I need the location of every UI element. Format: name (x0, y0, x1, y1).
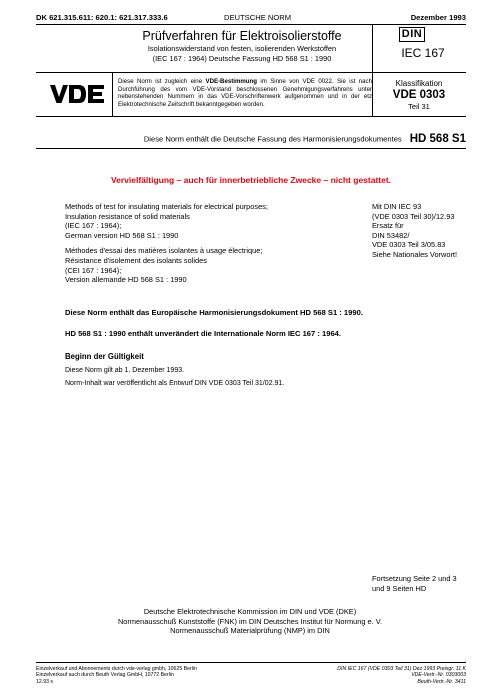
footer-sales-info (36, 666, 276, 685)
reference-line: VDE 0303 Teil 3/05.83 (372, 240, 446, 250)
vde-rule (36, 116, 466, 117)
footer-left-line: Einzelverkauf und Abonnements durch vde-verlag gmbh, 10625 Berlin (36, 666, 197, 672)
footer-right-line: VDE-Vertr.-Nr. 0303003 (411, 672, 466, 679)
vde-notice-bold: VDE-Bestimmung (205, 78, 257, 85)
footer-document-info (270, 666, 466, 685)
reference-line: Mit DIN IEC 93 (372, 202, 422, 211)
reference-line: Siehe Nationales Vorwort! (372, 249, 458, 259)
english-title-line: Insulation resistance of solid materials (65, 211, 190, 221)
document-subtitle-version: (IEC 167 : 1964) Deutsche Fassung HD 568 S1 : 1990 (152, 54, 332, 63)
din-standard-number: IEC 167 (401, 46, 445, 60)
english-title (65, 202, 315, 240)
title-block (112, 29, 372, 64)
klassifikation-block (372, 79, 466, 111)
harmonization-text: Diese Norm enthält die Deutsche Fassung des Harmonisierungsdokumentes (143, 134, 402, 144)
klassifikation-label: Klassifikation (395, 79, 443, 88)
foreign-titles (65, 202, 315, 291)
committee-line: Deutsche Elektrotechnische Kommission im DIN und VDE (DKE) (143, 607, 357, 616)
continuation-note (372, 574, 472, 593)
harmonization-line (36, 130, 466, 148)
title-rule (36, 72, 466, 73)
committee-line: Normenausschuß Materialprüfung (NMP) im DIN (170, 626, 330, 636)
document-subtitle: Isolationswiderstand von festen, isolierenden Werkstoffen (147, 44, 337, 53)
vde-notice-pre: Diese Norm ist zugleich eine (118, 78, 206, 85)
english-title-line: (IEC 167 : 1964); (65, 221, 122, 231)
continuation-line: und 9 Seiten HD (372, 583, 427, 593)
validity-date: Diese Norm gilt ab 1. Dezember 1993. (65, 367, 185, 374)
reference-line: (VDE 0303 Teil 30)/12.93 (372, 211, 455, 221)
classification-codes: DK 621.315.611: 620.1: 621.317.333.6 (36, 13, 168, 22)
harmonization-rule (36, 148, 466, 149)
footer-right-line: Beuth-Vertr.-Nr. 3411 (417, 678, 466, 685)
reference-line: DIN 53482/ (372, 230, 410, 240)
norm-type-label: DEUTSCHE NORM (224, 13, 292, 22)
vde-logo (50, 85, 104, 103)
vde-notice (118, 78, 372, 108)
continuation-line: Fortsetzung Seite 2 und 3 (372, 574, 457, 583)
document-title: Prüfverfahren für Elektroisolierstoffe (142, 29, 342, 43)
vde-divider-left (112, 72, 113, 116)
reference-line: Ersatz für (372, 221, 404, 231)
french-title-line: Résistance d'isolement des isolants solides (65, 255, 207, 265)
harmonization-document: HD 568 S1 (409, 132, 466, 145)
draft-reference: Norm-Inhalt war veröffentlicht als Entwurf DIN VDE 0303 Teil 31/02.91. (65, 380, 285, 387)
footer-rule (36, 662, 466, 663)
english-title-line: German version HD 568 S1 : 1990 (65, 230, 179, 240)
title-divider (372, 24, 373, 72)
validity-heading: Beginn der Gültigkeit (65, 352, 144, 361)
klassifikation-number: VDE 0303 (392, 89, 446, 101)
header-rule (36, 24, 466, 25)
din-logo: DIN (399, 27, 425, 42)
footer-left-line: 12.93 s (36, 678, 54, 685)
committee-block (100, 607, 400, 636)
french-title-line: (CEI 167 : 1964); (65, 265, 122, 275)
european-document-statement: Diese Norm enthält das Europäische Harmonisierungsdokument HD 568 S1 : 1990. (65, 308, 363, 317)
committee-line: Normenausschuß Kunststoffe (FNK) im DIN Deutsches Institut für Normung e. V. (117, 616, 383, 626)
vde-notice-post: im Sinne von VDE 0022. Sie ist nach Durchführung des vom VDE-Vorstand beschlossenen Genehmigungsverfahrens unter nebenstehenden Nummern in das VDE-Vorschriftenwerk aufgenommen und in der etz Elektrotechnische Zeitschrift bekanntgegeben worden. (118, 78, 372, 108)
footer-left-line: Einzelverkauf auch durch Beuth Verlag GmbH, 10772 Berlin (36, 672, 174, 679)
vde-logo-graphic (50, 85, 104, 103)
footer-right-line: DIN IEC 167 (VDE 0303 Teil 31) Dez 1993 Preisgr. 11 K (337, 666, 466, 672)
english-title-line: Methods of test for insulating materials for electrical purposes; (65, 202, 268, 211)
french-title-line: Version allemande HD 568 S1 : 1990 (65, 275, 187, 285)
reproduction-warning: Vervielfältigung – auch für innerbetriebliche Zwecke – nicht gestattet. (110, 175, 392, 185)
publication-date: Dezember 1993 (410, 13, 466, 22)
french-title (65, 246, 315, 284)
replacement-references (372, 202, 472, 260)
french-title-line: Méthodes d'essai des matières isolantes à usage électrique; (65, 246, 263, 256)
klassifikation-part: Teil 31 (408, 102, 430, 111)
international-standard-statement: HD 568 S1 : 1990 enthält unverändert die Internationale Norm IEC 167 : 1964. (65, 329, 342, 338)
